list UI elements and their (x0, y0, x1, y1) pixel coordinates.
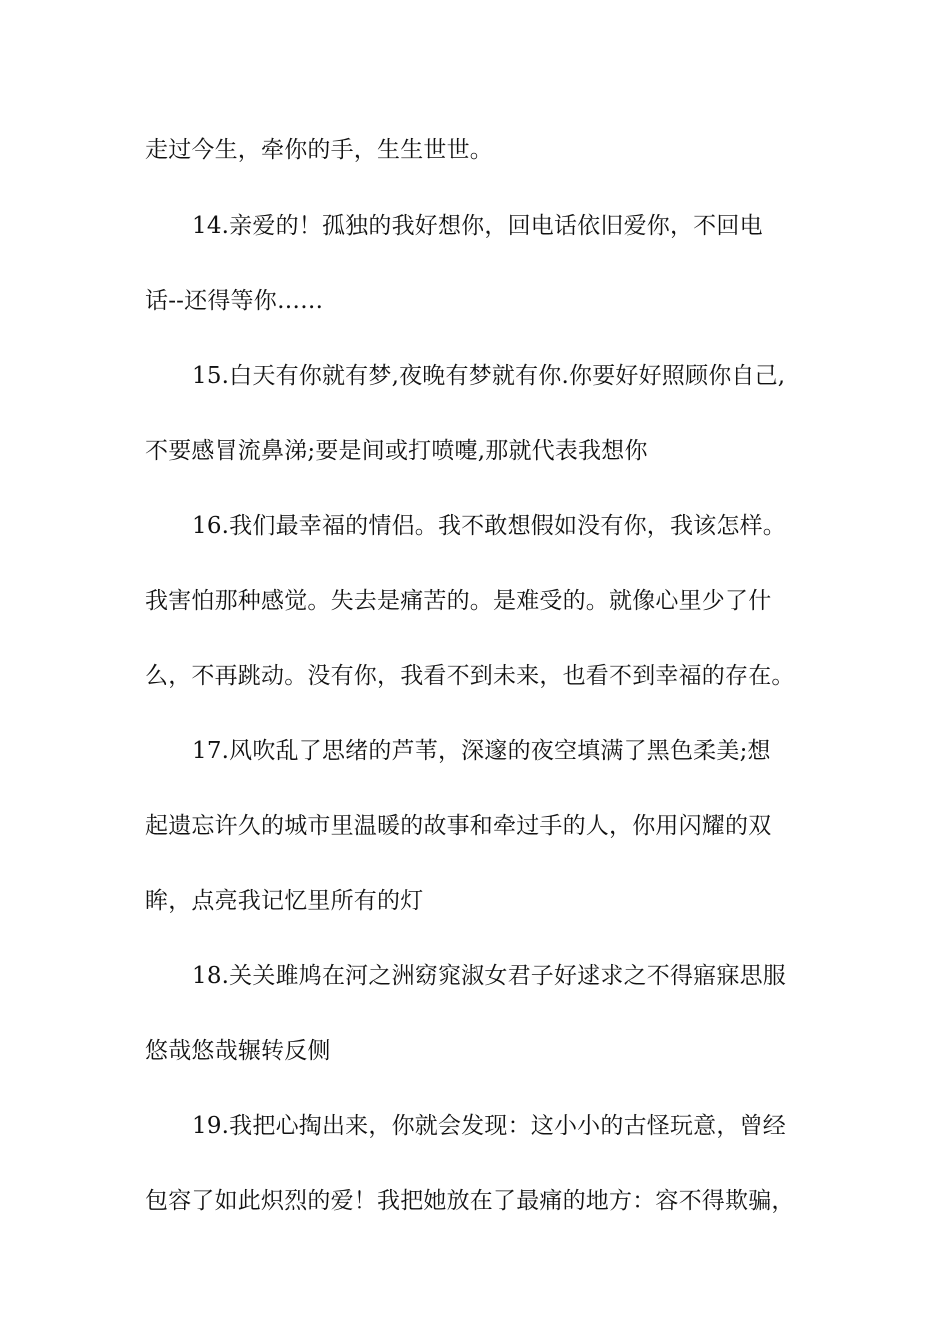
text-line-14: 19.我把心掏出来，你就会发现：这小小的古怪玩意，曾经 (192, 1113, 786, 1139)
text-line-13: 悠哉悠哉辗转反侧 (145, 1038, 331, 1064)
text-line-10: 起遗忘许久的城市里温暖的故事和牵过手的人，你用闪耀的双 (145, 813, 772, 839)
text-line-5: 不要感冒流鼻涕;要是间或打喷嚏,那就代表我想你 (145, 438, 648, 464)
text-line-15: 包容了如此炽烈的爱！我把她放在了最痛的地方：容不得欺骗， (145, 1188, 795, 1214)
text-line-6: 16.我们最幸福的情侣。我不敢想假如没有你，我该怎样。 (192, 513, 786, 539)
text-line-3: 话--还得等你…… (145, 288, 324, 314)
text-line-12: 18.关关雎鸠在河之洲窈窕淑女君子好逑求之不得寤寐思服 (192, 963, 786, 989)
text-line-7: 我害怕那种感觉。失去是痛苦的。是难受的。就像心里少了什 (145, 588, 772, 614)
text-line-11: 眸，点亮我记忆里所有的灯 (145, 888, 424, 914)
text-line-2: 14.亲爱的！孤独的我好想你，回电话依旧爱你，不回电 (192, 213, 763, 239)
text-line-8: 么，不再跳动。没有你，我看不到未来，也看不到幸福的存在。 (145, 663, 795, 689)
text-line-4: 15.白天有你就有梦,夜晚有梦就有你.你要好好照顾你自己, (192, 363, 786, 389)
text-line-9: 17.风吹乱了思绪的芦苇，深邃的夜空填满了黑色柔美;想 (192, 738, 771, 764)
text-line-1: 走过今生，牵你的手，生生世世。 (145, 137, 493, 163)
